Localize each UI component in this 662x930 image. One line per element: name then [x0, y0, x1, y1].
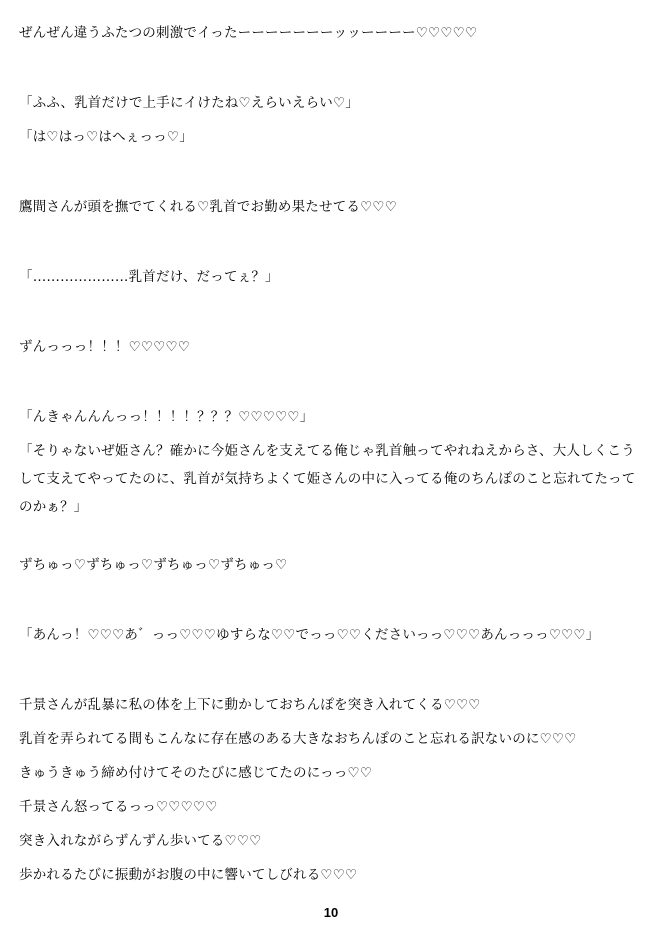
text-line: 乳首を弄られてる間もこんなに存在感のある大きなおちんぽのこと忘れる訳ないのに♡♡♡ — [19, 731, 577, 747]
text-line: 「は♡はっ♡はへぇっっ♡」 — [19, 129, 193, 145]
text-paragraph: 「そりゃないぜ姫さん？確かに今姫さんを支えてる俺じゃ乳首触ってやれねえからさ、大人しくこうして支えてやってたのに、乳首が気持ちよくて姫さんの中に入ってる俺のちんぽのこと忘れてたってのかぁ？」 — [19, 443, 636, 515]
text-line: ぜんぜん違うふたつの刺激でイったーーーーーーーッッーーーー♡♡♡♡♡ — [19, 25, 478, 41]
text-line: 「あんっ！♡♡♡あ゛っっ♡♡♡ゆすらな♡♡でっっ♡♡くださいっっ♡♡♡あんっっっ♡♡♡」 — [19, 627, 600, 643]
page-number: 10 — [323, 905, 339, 920]
text-line: 突き入れながらずんずん歩いてる♡♡♡ — [19, 833, 262, 849]
text-line: 「んきゃんんんっっ！！！！？？？♡♡♡♡♡」 — [19, 409, 314, 425]
text-line: 「ふふ、乳首だけで上手にイけたね♡えらいえらい♡」 — [19, 95, 359, 111]
text-line: 鷹間さんが頭を撫でてくれる♡乳首でお勤め果たせてる♡♡♡ — [19, 199, 398, 215]
text-line: 千景さんが乱暴に私の体を上下に動かしておちんぽを突き入れてくる♡♡♡ — [19, 697, 481, 713]
text-line: 歩かれるたびに振動がお腹の中に響いてしびれる♡♡♡ — [19, 867, 358, 883]
text-line: 「…………………乳首だけ、だってぇ？」 — [19, 269, 279, 285]
text-line: ずんっっっ！！！♡♡♡♡♡ — [19, 339, 191, 355]
text-line: きゅうきゅう締め付けてそのたびに感じてたのにっっ♡♡ — [19, 765, 373, 781]
text-line: ずちゅっ♡ずちゅっ♡ずちゅっ♡ずちゅっ♡ — [19, 557, 288, 573]
text-line: 千景さん怒ってるっっ♡♡♡♡♡ — [19, 799, 218, 815]
